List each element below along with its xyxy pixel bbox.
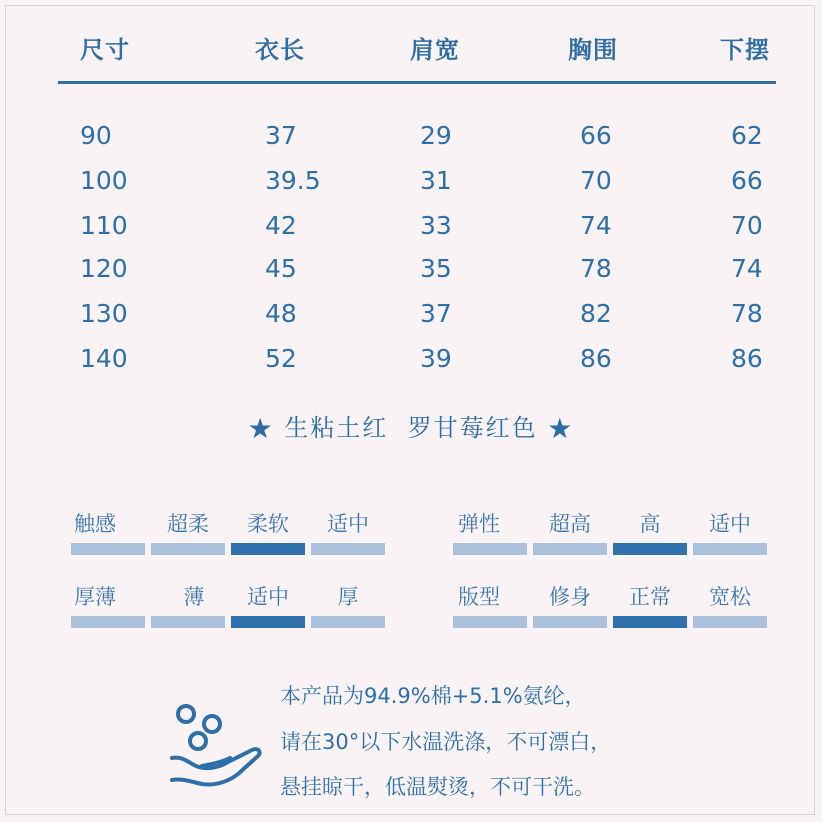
rating-bar-selected — [613, 543, 687, 555]
hand-wash-icon — [168, 700, 268, 790]
rating-bar — [151, 616, 225, 628]
table-cell: 48 — [265, 299, 297, 328]
table-cell: 86 — [580, 344, 612, 373]
rating-bar — [533, 543, 607, 555]
property-option: 超高 — [549, 512, 591, 536]
table-cell: 140 — [80, 344, 128, 373]
table-cell: 39 — [420, 344, 452, 373]
rating-bar — [311, 616, 385, 628]
rating-bar — [693, 616, 767, 628]
property-option: 高 — [639, 512, 661, 536]
table-cell: 86 — [731, 344, 763, 373]
property-label: 触感 — [74, 512, 116, 536]
table-cell: 74 — [580, 211, 612, 240]
table-cell: 78 — [580, 254, 612, 283]
table-cell: 120 — [80, 254, 128, 283]
rating-bar — [151, 543, 225, 555]
header-divider — [58, 81, 776, 84]
property-option: 适中 — [709, 512, 751, 536]
property-label: 弹性 — [458, 512, 500, 536]
table-cell: 37 — [420, 299, 452, 328]
table-cell: 39.5 — [265, 166, 321, 195]
table-cell: 90 — [80, 121, 112, 150]
table-cell: 100 — [80, 166, 128, 195]
rating-bar — [693, 543, 767, 555]
care-line-wash: 请在30°以下水温洗涤，不可漂白， — [280, 730, 612, 754]
header-size: 尺寸 — [80, 36, 130, 64]
table-cell: 31 — [420, 166, 452, 195]
rating-bar-selected — [231, 543, 305, 555]
rating-bar — [533, 616, 607, 628]
table-cell: 66 — [580, 121, 612, 150]
table-cell: 78 — [731, 299, 763, 328]
table-cell: 52 — [265, 344, 297, 373]
table-cell: 82 — [580, 299, 612, 328]
table-cell: 45 — [265, 254, 297, 283]
property-option: 超柔 — [167, 512, 209, 536]
table-cell: 62 — [731, 121, 763, 150]
property-option: 修身 — [549, 585, 591, 609]
header-shoulder: 肩宽 — [410, 36, 460, 64]
table-cell: 70 — [731, 211, 763, 240]
table-cell: 33 — [420, 211, 452, 240]
property-option: 柔软 — [247, 512, 289, 536]
table-cell: 74 — [731, 254, 763, 283]
header-length: 衣长 — [255, 36, 305, 64]
property-label: 版型 — [458, 585, 500, 609]
property-option: 正常 — [629, 585, 671, 609]
color-options — [0, 408, 822, 445]
rating-bar — [453, 543, 527, 555]
table-cell: 42 — [265, 211, 297, 240]
star-icon: ★ — [247, 412, 275, 445]
rating-bar — [71, 616, 145, 628]
care-line-material: 本产品为94.9%棉+5.1%氨纶， — [280, 684, 586, 708]
color-names: 生粘土红 罗甘莓红色 — [284, 414, 538, 442]
property-option: 薄 — [183, 585, 205, 609]
table-cell: 130 — [80, 299, 128, 328]
property-option: 适中 — [327, 512, 369, 536]
rating-bar-selected — [231, 616, 305, 628]
rating-bar — [71, 543, 145, 555]
property-label: 厚薄 — [74, 585, 116, 609]
header-hem: 下摆 — [720, 36, 770, 64]
care-line-dry: 悬挂晾干，低温熨烫，不可干洗。 — [280, 775, 595, 799]
star-icon: ★ — [547, 412, 575, 445]
table-cell: 70 — [580, 166, 612, 195]
rating-bar — [453, 616, 527, 628]
property-option: 厚 — [337, 585, 359, 609]
table-cell: 66 — [731, 166, 763, 195]
table-cell: 29 — [420, 121, 452, 150]
property-option: 宽松 — [709, 585, 751, 609]
table-cell: 35 — [420, 254, 452, 283]
rating-bar-selected — [613, 616, 687, 628]
property-option: 适中 — [247, 585, 289, 609]
rating-bar — [311, 543, 385, 555]
table-cell: 110 — [80, 211, 128, 240]
table-cell: 37 — [265, 121, 297, 150]
header-chest: 胸围 — [568, 36, 618, 64]
